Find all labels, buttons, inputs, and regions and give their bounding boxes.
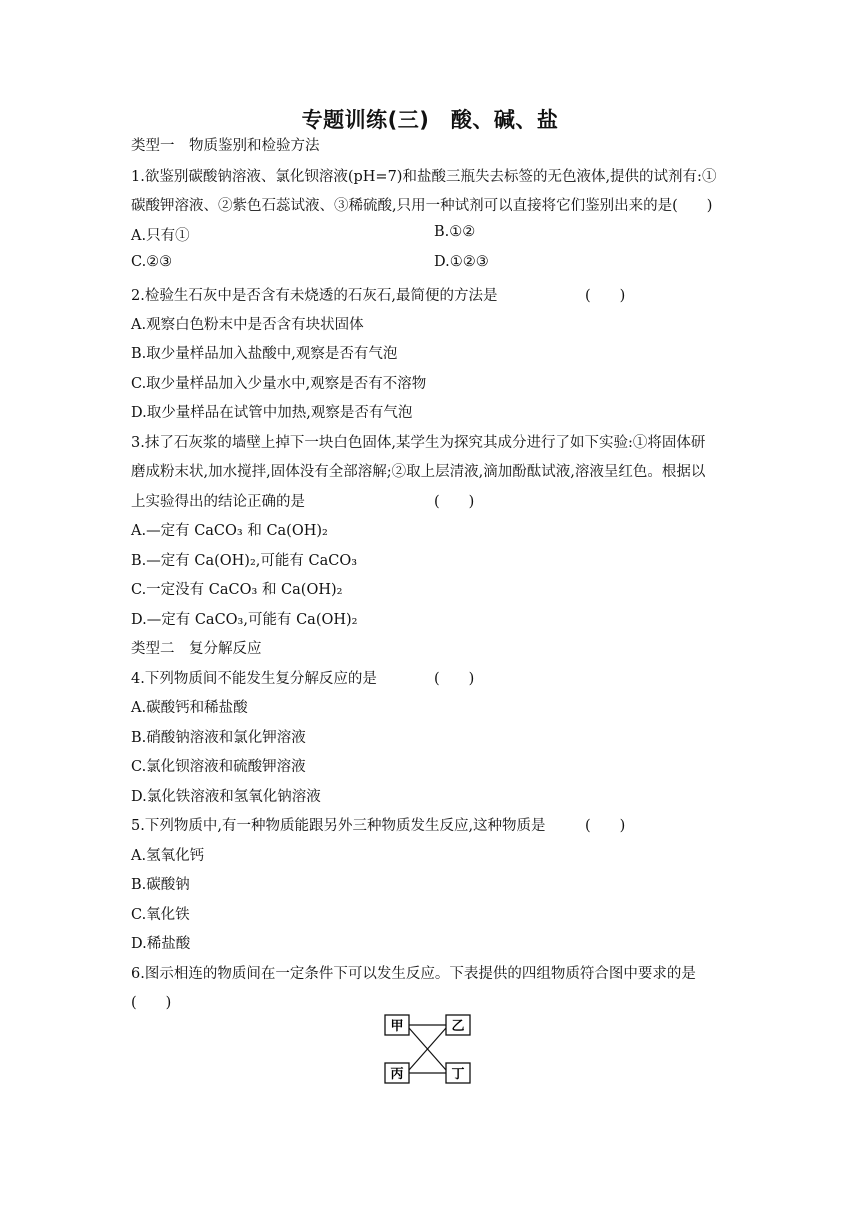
section-heading-2: 类型二 复分解反应	[131, 641, 262, 657]
reaction-diagram	[384, 1012, 474, 1088]
q2-option-a: A.观察白色粉末中是否含有块状固体	[131, 317, 364, 333]
q5-option-d: D.稀盐酸	[131, 936, 191, 952]
q4-option-b: B.硝酸钠溶液和氯化钾溶液	[131, 730, 306, 746]
label-ding: 丁	[451, 1067, 465, 1082]
page-title: 专题训练(三) 酸、碱、盐	[301, 108, 559, 132]
q5-option-c: C.氧化铁	[131, 907, 190, 923]
q2-answer-paren: ( )	[585, 288, 626, 304]
q1-option-d: D.①②③	[434, 254, 489, 270]
q4-answer-paren: ( )	[434, 671, 475, 687]
q1-stem-line1: 1.欲鉴别碳酸钠溶液、氯化钡溶液(pH=7)和盐酸三瓶失去标签的无色液体,提供的试剂有:①	[131, 169, 717, 185]
q1-option-b: B.①②	[434, 224, 476, 240]
q5-option-b: B.碳酸钠	[131, 877, 190, 893]
q3-answer-paren: ( )	[434, 494, 475, 510]
label-yi: 乙	[451, 1019, 465, 1034]
q2-option-b: B.取少量样品加入盐酸中,观察是否有气泡	[131, 346, 398, 362]
q5-option-a: A.氢氧化钙	[131, 848, 205, 864]
label-jia: 甲	[390, 1019, 404, 1034]
q1-stem-line2: 碳酸钾溶液、②紫色石蕊试液、③稀硫酸,只用一种试剂可以直接将它们鉴别出来的是( )	[131, 198, 713, 214]
q3-stem-line1: 3.抹了石灰浆的墙壁上掉下一块白色固体,某学生为探究其成分进行了如下实验:①将固体研	[131, 435, 706, 451]
q3-stem-line2: 磨成粉末状,加水搅拌,固体没有全部溶解;②取上层清液,滴加酚酞试液,溶液呈红色。根据以	[131, 464, 706, 480]
q4-option-a: A.碳酸钙和稀盐酸	[131, 700, 248, 716]
q4-option-c: C.氯化钡溶液和硫酸钾溶液	[131, 759, 306, 775]
q4-option-d: D.氯化铁溶液和氢氧化钠溶液	[131, 789, 321, 805]
section-heading-1: 类型一 物质鉴别和检验方法	[131, 138, 320, 154]
q1-option-c: C.②③	[131, 254, 173, 270]
q3-option-c: C.一定没有 CaCO₃ 和 Ca(OH)₂	[131, 582, 343, 598]
q6-stem-line1: 6.图示相连的物质间在一定条件下可以发生反应。下表提供的四组物质符合图中要求的是	[131, 966, 696, 982]
q2-option-c: C.取少量样品加入少量水中,观察是否有不溶物	[131, 376, 427, 392]
q3-option-a: A.—定有 CaCO₃ 和 Ca(OH)₂	[131, 523, 328, 539]
q5-stem: 5.下列物质中,有一种物质能跟另外三种物质发生反应,这种物质是	[131, 818, 546, 834]
q3-stem-line3: 上实验得出的结论正确的是	[131, 494, 305, 510]
q4-stem: 4.下列物质间不能发生复分解反应的是	[131, 671, 377, 687]
q1-option-a: A.只有①	[131, 228, 190, 244]
label-bing: 丙	[390, 1067, 404, 1082]
q3-option-d: D.—定有 CaCO₃,可能有 Ca(OH)₂	[131, 612, 358, 628]
q3-option-b: B.—定有 Ca(OH)₂,可能有 CaCO₃	[131, 553, 358, 569]
q5-answer-paren: ( )	[585, 818, 626, 834]
q6-stem-line2: ( )	[131, 995, 172, 1011]
q2-option-d: D.取少量样品在试管中加热,观察是否有气泡	[131, 405, 413, 421]
q2-stem: 2.检验生石灰中是否含有未烧透的石灰石,最简便的方法是	[131, 288, 498, 304]
